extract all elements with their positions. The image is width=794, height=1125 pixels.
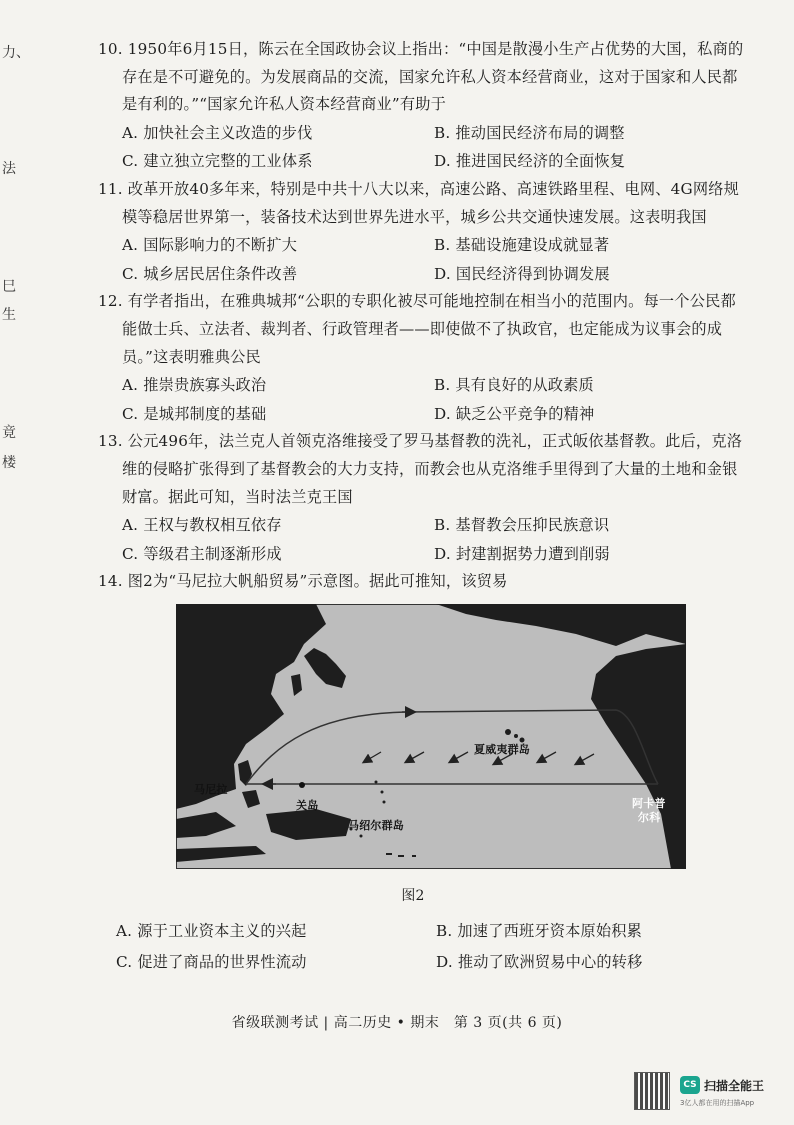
option-a: A. 源于工业资本主义的兴起 <box>116 922 307 941</box>
question-stem: 13. 公元496年，法兰克人首领克洛维接受了罗马基督教的洗礼，正式皈依基督教。此后，克洛维的侵略扩张得到了基督教会的大力支持，而教会也从克洛维手里得到了大量的土地和金银财富。据此可知，当时法兰克王国 <box>98 432 743 506</box>
hawaii-island <box>505 729 511 735</box>
pacific-map-svg <box>176 604 686 869</box>
scanner-tagline: 3亿人都在用的扫描App <box>680 1099 755 1107</box>
margin-char: 力、 <box>2 45 30 61</box>
option-a: A. 推崇贵族寡头政治 <box>122 376 267 395</box>
exam-page-content <box>98 36 748 978</box>
hawaii-label: 夏威夷群岛 <box>474 742 530 756</box>
option-grid <box>122 119 748 176</box>
option-b: B. 推动国民经济布局的调整 <box>434 123 625 142</box>
left-margin-fragments <box>0 0 30 520</box>
guam-label: 关岛 <box>296 798 319 812</box>
question-12 <box>98 288 748 428</box>
acapulco-label-line1: 阿卡普 <box>632 796 666 810</box>
option-d: D. 推动了欧洲贸易中心的转移 <box>436 953 643 972</box>
question-stem: 12. 有学者指出，在雅典城邦“公职的专职化被尽可能地控制在相当小的范围内。每一个公民都能做士兵、立法者、裁判者、行政管理者——即使做不了执政官，也定能成为议事会的成员。”这表明雅典公民 <box>98 292 736 366</box>
question-stem: 10. 1950年6月15日，陈云在全国政协会议上指出：“中国是散漫小生产占优势的大国，私商的存在是不可避免的。为发展商品的交流，国家允许私人资本经营商业，这对于国家和人民都是有利的。”“国家允许私人资本经营商业”有助于 <box>98 40 744 114</box>
option-b: B. 基督教会压抑民族意识 <box>434 516 610 535</box>
option-c: C. 建立独立完整的工业体系 <box>122 152 313 171</box>
option-b: B. 加速了西班牙资本原始积累 <box>436 922 643 941</box>
question-stem: 11. 改革开放40多年来，特别是中共十八大以来，高速公路、高速铁路里程、电网、4G网络规模等稳居世界第一，装备技术达到世界先进水平，城乡公共交通快速发展。这表明我国 <box>98 179 740 226</box>
option-grid <box>116 916 748 978</box>
question-11 <box>98 176 748 288</box>
scanner-watermark <box>634 1072 794 1112</box>
option-d: D. 国民经济得到协调发展 <box>434 264 610 283</box>
question-stem: 14. 图2为“马尼拉大帆船贸易”示意图。据此可推知，该贸易 <box>98 572 508 591</box>
guam-point <box>299 782 305 788</box>
option-d: D. 推进国民经济的全面恢复 <box>434 152 626 171</box>
option-b: B. 基础设施建设成就显著 <box>434 236 610 255</box>
option-b: B. 具有良好的从政素质 <box>434 376 594 395</box>
qr-code-icon <box>634 1072 670 1110</box>
margin-char: 竟 <box>2 425 16 441</box>
margin-char: 楼 <box>2 455 16 471</box>
islet <box>375 780 378 783</box>
option-c: C. 促进了商品的世界性流动 <box>116 953 307 972</box>
scanner-app-name: 扫描全能王 <box>704 1079 765 1093</box>
option-d: D. 缺乏公平竞争的精神 <box>434 404 595 423</box>
acapulco-label-line2: 尔科 <box>638 810 661 824</box>
question-10 <box>98 36 748 176</box>
page-footer: 省级联测考试 | 高二历史 • 期末 第 3 页(共 6 页) <box>231 1015 563 1031</box>
margin-char: 生 <box>2 307 16 323</box>
marshall-label: 马绍尔群岛 <box>348 818 404 832</box>
option-d: D. 封建割据势力遭到削弱 <box>434 544 610 563</box>
figure-caption: 图2 <box>401 887 425 904</box>
camscanner-logo-icon: CS <box>680 1076 700 1094</box>
option-grid <box>122 511 748 568</box>
manila-label: 马尼拉 <box>194 782 228 796</box>
option-grid <box>122 371 748 428</box>
option-a: A. 王权与教权相互依存 <box>122 516 282 535</box>
option-a: A. 加快社会主义改造的步伐 <box>122 123 313 142</box>
option-a: A. 国际影响力的不断扩大 <box>122 236 298 255</box>
option-c: C. 是城邦制度的基础 <box>122 404 267 423</box>
islet <box>383 800 386 803</box>
margin-char: 法 <box>2 161 16 177</box>
question-14 <box>98 568 748 978</box>
galleon-trade-map <box>176 604 686 869</box>
islet <box>381 790 384 793</box>
option-grid <box>122 231 748 288</box>
option-c: C. 城乡居民居住条件改善 <box>122 264 298 283</box>
margin-char: 巳 <box>2 279 16 295</box>
question-13 <box>98 428 748 568</box>
option-c: C. 等级君主制逐渐形成 <box>122 544 282 563</box>
